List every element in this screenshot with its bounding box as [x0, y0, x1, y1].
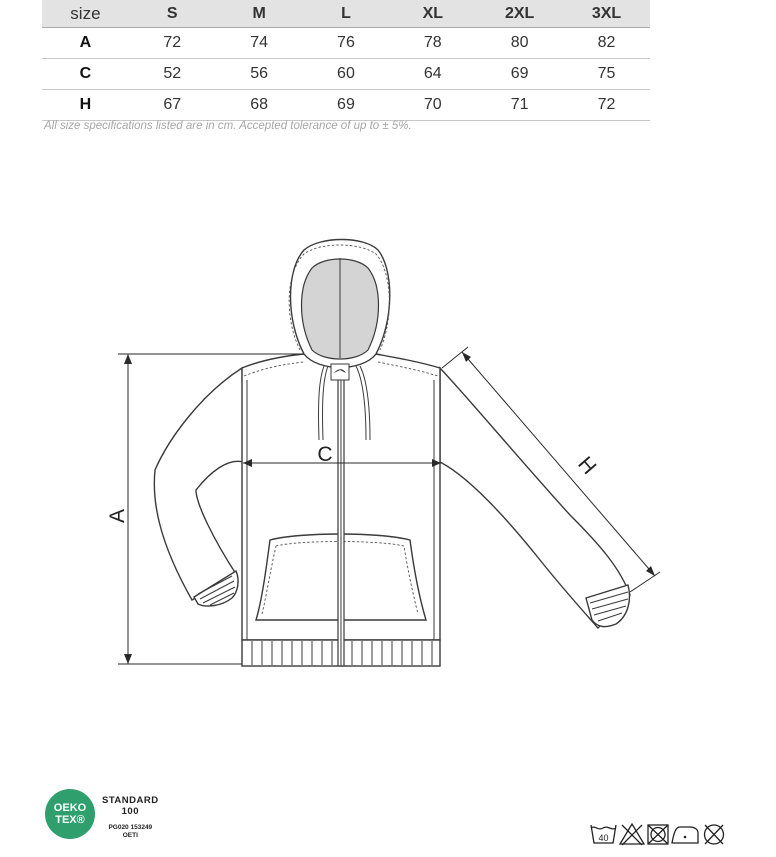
size-col-3xl: 3XL	[563, 0, 650, 28]
oeko-tex-badge	[45, 789, 95, 839]
no-dry-clean-icon	[705, 825, 724, 844]
dimension-h-label: H	[573, 452, 601, 480]
table-cell: 76	[303, 28, 390, 59]
table-cell: 69	[303, 90, 390, 121]
oeko-institute: OETI	[122, 832, 138, 839]
row-label-c: C	[42, 59, 129, 90]
oeko-badge-line1: OEKO	[53, 802, 87, 814]
oeko-badge-line2: TEX®	[55, 814, 85, 826]
size-col-2xl: 2XL	[476, 0, 563, 28]
wash-40-icon	[591, 825, 616, 843]
size-header-label: size	[42, 0, 129, 28]
table-cell: 72	[129, 28, 216, 59]
wash-temp-label: 40	[598, 833, 609, 843]
oeko-standard-line1: STANDARD	[102, 795, 159, 806]
right-sleeve	[440, 368, 630, 628]
size-col-s: S	[129, 0, 216, 28]
table-cell: 69	[476, 59, 563, 90]
table-cell: 64	[389, 59, 476, 90]
table-cell: 67	[129, 90, 216, 121]
oeko-standard-label	[102, 795, 159, 817]
oeko-tex-details	[102, 795, 159, 840]
neck-label	[331, 364, 349, 380]
size-note: All size specifications listed are in cm. Accepted tolerance of up to ± 5%.	[44, 120, 412, 132]
size-col-m: M	[216, 0, 303, 28]
iron-low-icon	[672, 827, 698, 843]
table-cell: 56	[216, 59, 303, 90]
table-cell: 70	[389, 90, 476, 121]
no-tumble-dry-icon	[648, 825, 668, 844]
left-sleeve	[154, 368, 243, 600]
table-cell: 78	[389, 28, 476, 59]
dimension-a-label: A	[106, 508, 129, 524]
dimension-c-label: C	[317, 443, 333, 466]
table-cell: 80	[476, 28, 563, 59]
care-symbols	[590, 822, 736, 848]
table-cell: 82	[563, 28, 650, 59]
oeko-cert-number: PG020 153249	[108, 824, 153, 831]
table-cell: 72	[563, 90, 650, 121]
table-cell: 74	[216, 28, 303, 59]
size-col-l: L	[303, 0, 390, 28]
row-label-a: A	[42, 28, 129, 59]
oeko-standard-line2: 100	[121, 806, 139, 817]
size-col-xl: XL	[389, 0, 476, 28]
row-label-h: H	[42, 90, 129, 121]
no-bleach-icon	[620, 824, 644, 845]
table-cell: 68	[216, 90, 303, 121]
table-cell: 60	[303, 59, 390, 90]
table-cell: 71	[476, 90, 563, 121]
table-cell: 52	[129, 59, 216, 90]
table-cell: 75	[563, 59, 650, 90]
